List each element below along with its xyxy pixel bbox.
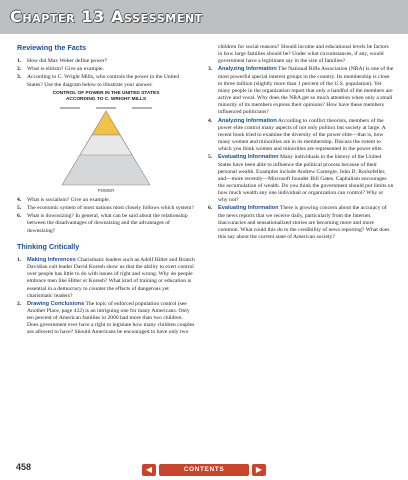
question-text: The topic of enforced population control (see Another Place, page 432) is an intriguing one for many Americans. Only ten percent of American families in 2000 had more than two children. Does government ever have a right to legislate how many children couples are allowed to have? Should Americans be encouraged to have only two — [27, 300, 195, 336]
question-5 — [17, 205, 195, 212]
chevron-left-icon: ◀ — [145, 465, 153, 474]
question-number: 2. — [17, 66, 22, 73]
critical-question-2 — [17, 301, 195, 337]
question-number: 6. — [208, 205, 213, 212]
question-number: 4. — [17, 196, 22, 203]
next-page-button[interactable] — [252, 464, 266, 476]
diagram-bottom-label: POWER — [97, 187, 115, 193]
skill-label: Making Inferences — [27, 256, 76, 263]
question-text: children for social reasons? Should income and educational levels be factors in how large families should be? Under what circumstances, if any, would government have a legitimate say in the size of families? — [218, 44, 389, 65]
left-column — [17, 44, 195, 338]
question-text: According to C. Wright Mills, who controls the power in the United States? Use the diagram below to illustrate your answer. — [27, 74, 180, 88]
critical-question-6 — [208, 205, 394, 241]
question-1 — [17, 58, 195, 65]
question-number: 3. — [17, 74, 22, 81]
critical-heading: Thinking Critically — [17, 241, 80, 251]
question-text: Many individuals in the history of the United States have been able to influence the political process because of their personal wealth. Examples include Andrew Carnegie, John D. Rockefeller, and—more recently—Microsoft founder Bill Gates. Capitalism encourages the accumulation of wealth. Do you think the government should put limits on how much wealth any one individual or organization can control? Why or why not? — [218, 154, 394, 204]
reviewing-heading: Reviewing the Facts — [17, 43, 87, 52]
power-pyramid-graphic — [46, 105, 166, 187]
question-number: 2. — [17, 300, 22, 307]
skill-label: Evaluating Information — [218, 154, 279, 161]
chapter-title: Chapter 13 Assessment — [10, 7, 203, 26]
critical-question-1 — [17, 257, 195, 300]
question-text: The National Rifle Association (NRA) is one of the most powerful special interest groups in the country. Its membership is close to three million (slightly more than 1 percent of the U.S. population). Yet many people in the organization report that only a handful of the members are active and vocal. Why does the NRA get so much attention when only a small minority of its members express their opinions? How have these members influenced politicians? — [218, 66, 394, 116]
question-text: What is socialism? Give an example. — [27, 196, 110, 203]
power-elite-diagram — [31, 91, 181, 194]
question-text: How did Max Weber define power? — [27, 58, 108, 65]
critical-question-2-continued — [208, 44, 394, 65]
question-number: 1. — [17, 256, 22, 263]
critical-question-5 — [208, 154, 394, 204]
question-text: What is elitism? Give an example. — [27, 66, 105, 73]
question-2 — [17, 66, 195, 73]
skill-label: Analyzing Information — [218, 117, 277, 124]
question-number: 5. — [17, 205, 22, 212]
question-text: What is downsizing? In general, what can be said about the relationship between the disadvantages of downsizing and the advantages of downsizing? — [27, 213, 188, 234]
question-number: 1. — [17, 58, 22, 65]
skill-label: Drawing Conclusions — [27, 300, 85, 307]
previous-page-button[interactable] — [142, 464, 156, 476]
question-4 — [17, 197, 195, 204]
question-3 — [17, 74, 195, 88]
skill-label: Evaluating Information — [218, 205, 279, 212]
contents-button[interactable]: CONTENTS — [159, 464, 249, 476]
question-6 — [17, 213, 195, 234]
right-column — [208, 44, 394, 242]
diagram-caption-line2: ACCORDING TO C. WRIGHT MILLS — [65, 96, 147, 102]
question-number: 3. — [208, 66, 213, 73]
question-text: The economic system of most nations most closely follows which system? — [27, 205, 194, 212]
question-text: Charismatic leaders such as Adolf Hitler and Branch Davidian cult leader David Koresh show us that the ability to exert control over people has little to do with issues of right and wrong. Why do people embrace men like Hitler or Koresh? What kind of training or education is essential in a democracy to counter the effects of dangerous yet charismatic leaders? — [27, 256, 195, 299]
page-number: 458 — [16, 462, 32, 472]
question-text: According to conflict theorists, members of the power elite control many aspects of not only politics but society at large. A recent book tried to examine the diversity of the power elite—that is, how many women and minorities are in its membership. Discuss the extent to which you think women and minorities are represented in the power elite. — [218, 117, 386, 153]
footer-navigation — [142, 464, 266, 476]
diagram-caption-line1: CONTROL OF POWER IN THE UNITED STATES — [52, 90, 160, 96]
skill-label: Analyzing Information — [218, 66, 277, 73]
question-number: 4. — [208, 117, 213, 124]
critical-question-3 — [208, 66, 394, 116]
question-number: 5. — [208, 154, 213, 161]
question-text: There is growing concern about the accuracy of the news reports that we receive daily, particularly from the Internet. Inaccuracies and sensationalized stories are becoming more and more common. What could this do to the credibility of news reporting? What does this say about the current state of American society? — [218, 205, 390, 241]
question-number: 6. — [17, 213, 22, 220]
critical-question-4 — [208, 118, 394, 154]
chevron-right-icon: ▶ — [255, 465, 263, 474]
chapter-header-band — [0, 0, 408, 34]
